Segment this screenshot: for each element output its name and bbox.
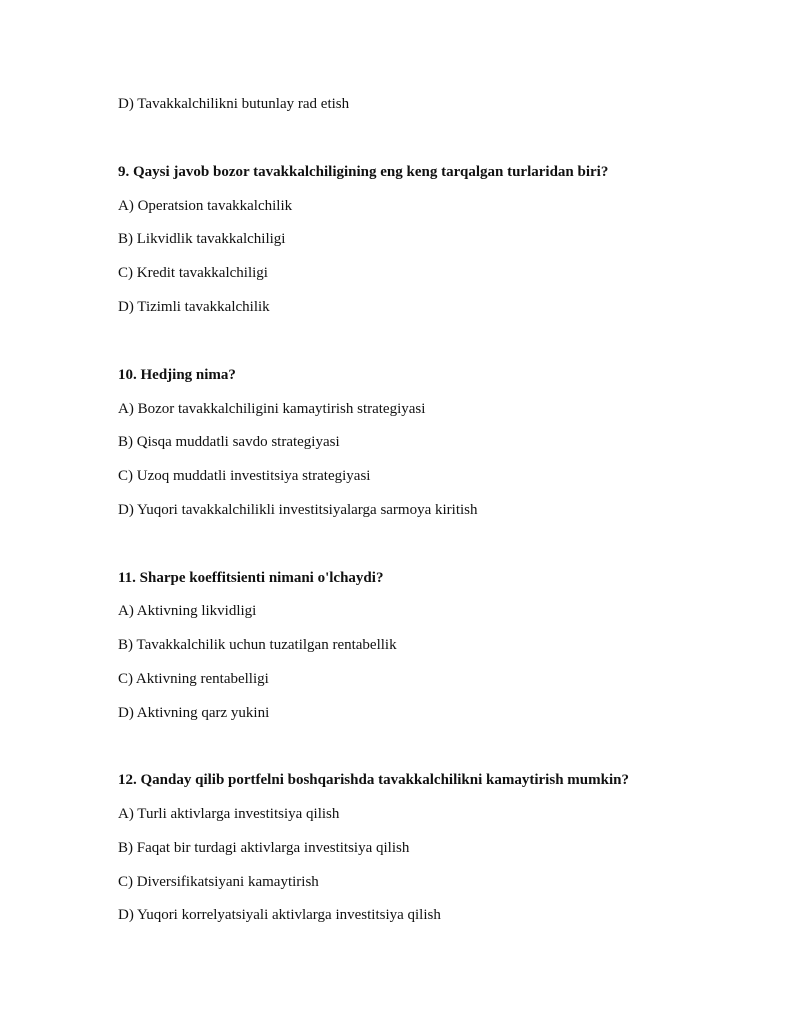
- question-12-option-c: C) Diversifikatsiyani kamaytirish: [118, 874, 319, 890]
- question-9-option-a: A) Operatsion tavakkalchilik: [118, 198, 293, 214]
- question-10-option-d: D) Yuqori tavakkalchilikli investitsiyalarga sarmoya kiritish: [118, 502, 478, 518]
- continued-option-d: D) Tavakkalchilikni butunlay rad etish: [118, 96, 350, 112]
- question-11-option-c: C) Aktivning rentabelligi: [118, 671, 269, 687]
- question-11-option-d: D) Aktivning qarz yukini: [118, 705, 270, 721]
- question-9-option-d: D) Tizimli tavakkalchilik: [118, 299, 270, 315]
- question-10-option-c: C) Uzoq muddatli investitsiya strategiyasi: [118, 468, 371, 484]
- question-11-option-b: B) Tavakkalchilik uchun tuzatilgan rentabellik: [118, 637, 397, 653]
- question-12-option-b: B) Faqat bir turdagi aktivlarga investitsiya qilish: [118, 840, 410, 856]
- question-9: 9. Qaysi javob bozor tavakkalchiligining eng keng tarqalgan turlaridan biri?: [118, 164, 609, 180]
- question-12: 12. Qanday qilib portfelni boshqarishda tavakkalchilikni kamaytirish mumkin?: [118, 772, 629, 788]
- question-12-option-d: D) Yuqori korrelyatsiyali aktivlarga investitsiya qilish: [118, 907, 441, 923]
- question-9-option-b: B) Likvidlik tavakkalchiligi: [118, 231, 286, 247]
- question-11: 11. Sharpe koeffitsienti nimani o'lchaydi?: [118, 570, 384, 586]
- question-11-option-a: A) Aktivning likvidligi: [118, 603, 257, 619]
- question-10: 10. Hedjing nima?: [118, 367, 236, 383]
- question-10-option-b: B) Qisqa muddatli savdo strategiyasi: [118, 434, 340, 450]
- question-12-option-a: A) Turli aktivlarga investitsiya qilish: [118, 806, 340, 822]
- question-10-option-a: A) Bozor tavakkalchiligini kamaytirish strategiyasi: [118, 401, 426, 417]
- question-9-option-c: C) Kredit tavakkalchiligi: [118, 265, 268, 281]
